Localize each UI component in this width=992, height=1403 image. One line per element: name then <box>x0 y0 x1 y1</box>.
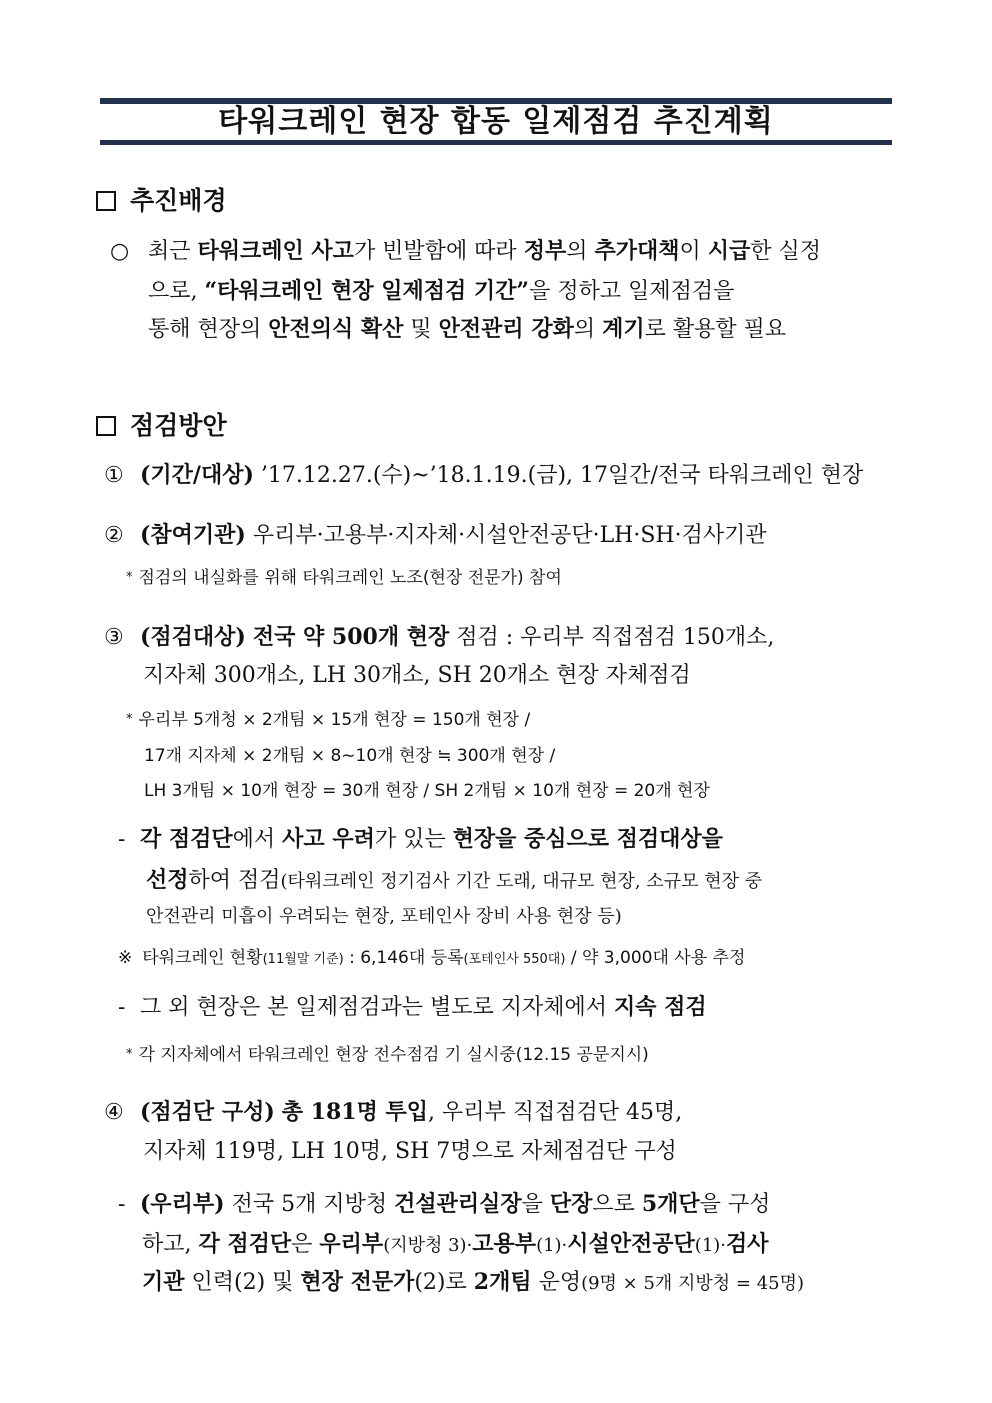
item-3-note-2: 17개 지자체 × 2개팀 × 8∼10개 현장 ≒ 300개 현장 / <box>144 746 556 766</box>
text: 을 구성 <box>699 1192 771 1217</box>
text: 단장 <box>549 1191 593 1217</box>
text: (1)· <box>694 1235 727 1256</box>
text: (기간/대상) <box>140 462 254 488</box>
text: 을 정하고 일제점검을 <box>529 279 735 304</box>
item-3-note-1 <box>126 702 530 738</box>
text: 시급 <box>707 238 751 264</box>
text: 타워크레인 사고 <box>197 238 354 264</box>
text: 으로, <box>148 279 205 304</box>
text: (2)로 <box>414 1270 474 1295</box>
text: 2개팀 <box>473 1269 532 1295</box>
dash-item-1-line-2 <box>146 861 762 901</box>
dash-bullet: - <box>118 995 126 1020</box>
text: 지속 점검 <box>614 994 707 1020</box>
asterisk-icon: * <box>126 570 133 585</box>
text: (점검단 구성) <box>140 1099 275 1125</box>
text: 에서 <box>232 827 283 852</box>
item-3-note-3: LH 3개팀 × 10개 현장 = 30개 현장 / SH 2개팀 × 10개 현장 = 20개 현장 <box>144 781 710 801</box>
text: 계기 <box>602 316 645 342</box>
checkbox-icon <box>96 191 116 211</box>
text: 안전관리 강화 <box>438 316 574 342</box>
text: 현장을 중심으로 점검대상을 <box>452 826 723 852</box>
dash-item-1-line-1 <box>118 820 723 859</box>
text: 각 점검단 <box>140 826 233 852</box>
text: 인력(2) 및 <box>184 1270 301 1295</box>
dash-item-3-line-2 <box>142 1225 769 1265</box>
circle-bullet-icon: ○ <box>110 239 130 264</box>
text: 사고 우려 <box>282 826 375 852</box>
text: : 6,146대 등록 <box>343 948 464 968</box>
section-heading-label: 점검방안 <box>130 411 227 440</box>
text: 이 <box>679 239 708 264</box>
text: (지방청 3)· <box>383 1235 473 1256</box>
background-line-3 <box>148 310 786 349</box>
text: 정부 <box>523 238 567 264</box>
reference-mark-icon: ※ <box>118 948 133 968</box>
circled-number: ① <box>104 463 124 488</box>
background-line-2 <box>148 272 734 311</box>
text: 고용부 <box>472 1231 537 1257</box>
asterisk-icon: * <box>126 712 133 727</box>
section-heading-background <box>96 186 227 216</box>
text: 최근 <box>148 239 198 264</box>
text: 각 지자체에서 타워크레인 현장 전수점검 기 실시중(12.15 공문지시) <box>138 1045 649 1065</box>
text <box>275 1100 282 1125</box>
text: “타워크레인 현장 일제점검 기간” <box>204 278 530 304</box>
text: 검사 <box>726 1231 769 1257</box>
section-heading-plan <box>96 411 227 441</box>
text: (1)· <box>536 1235 568 1256</box>
text: 그 외 현장은 본 일제점검과는 별도로 지자체에서 <box>140 995 614 1020</box>
text: (점검대상) <box>140 624 246 650</box>
text: 추가대책 <box>594 238 680 264</box>
text: 가 빈발함에 따라 <box>353 239 524 264</box>
dash-bullet: - <box>118 827 126 852</box>
text: (9명 × 5개 지방청 = 45명) <box>581 1273 805 1294</box>
text: 우리부 <box>319 1231 384 1257</box>
text: / 약 3,000대 사용 추정 <box>565 948 746 968</box>
checkbox-icon <box>96 416 116 436</box>
item-3 <box>104 618 774 657</box>
text: 로 활용할 필요 <box>644 317 787 342</box>
background-line-1 <box>110 232 900 271</box>
circled-number: ② <box>104 523 124 548</box>
text: (포테인사 550대) <box>463 952 566 967</box>
text: 점검 : 우리부 직접점검 150개소, <box>449 625 775 650</box>
text: 5개단 <box>641 1191 700 1217</box>
text: 의 <box>573 317 603 342</box>
text: (참여기관) <box>140 522 246 548</box>
item-2 <box>104 516 767 555</box>
text: 건설관리실장 <box>394 1191 522 1217</box>
text: 각 점검단 <box>198 1231 292 1257</box>
page-title: 타워크레인 현장 합동 일제점검 추진계획 <box>218 104 774 139</box>
item-4 <box>104 1093 682 1132</box>
text: 가 있는 <box>374 827 453 852</box>
dash-item-3-line-1 <box>118 1185 770 1224</box>
text: (타워크레인 정기검사 기간 도래, 대규모 현장, 소규모 현장 중 <box>280 871 763 892</box>
reference-note <box>118 940 745 978</box>
text: ’17.12.27.(수)~’18.1.19.(금), 17일간/전국 타워크레인 현장 <box>253 463 864 488</box>
text: 통해 현장의 <box>148 317 269 342</box>
text: 타워크레인 현황 <box>142 948 263 968</box>
dash-bullet: - <box>118 1192 126 1217</box>
text: 운영 <box>531 1270 582 1295</box>
dash-item-2 <box>118 988 707 1027</box>
circled-number: ④ <box>104 1100 124 1125</box>
text: 시설안전공단 <box>567 1231 695 1257</box>
dash-item-1-line-3: 안전관리 미흡이 우려되는 현장, 포테인사 장비 사용 현장 등) <box>146 906 622 927</box>
text: 점검의 내실화를 위해 타워크레인 노조(현장 전문가) 참여 <box>138 568 562 588</box>
item-4-line-2: 지자체 119명, LH 10명, SH 7명으로 자체점검단 구성 <box>143 1139 677 1164</box>
text: 우리부·고용부·지자체·시설안전공단·LH·SH·검사기관 <box>245 523 767 548</box>
text: 으로 <box>592 1192 642 1217</box>
text: 의 <box>566 239 595 264</box>
text: 현장 전문가 <box>300 1269 415 1295</box>
text: 을 <box>521 1192 550 1217</box>
asterisk-icon: * <box>126 1047 133 1062</box>
circled-number: ③ <box>104 625 124 650</box>
text: 하여 점검 <box>188 868 281 893</box>
text: 하고, <box>142 1232 199 1257</box>
text: 안전의식 확산 <box>268 316 404 342</box>
dash-item-3-line-3 <box>142 1263 804 1303</box>
text: 전국 약 500개 현장 <box>252 624 450 650</box>
text: , 우리부 직접점검단 45명, <box>428 1100 683 1125</box>
item-2-note <box>126 560 562 596</box>
text <box>246 625 253 650</box>
text: (우리부) <box>140 1191 225 1217</box>
text: 우리부 5개청 × 2개팀 × 15개 현장 = 150개 현장 / <box>138 710 531 730</box>
text: 은 <box>291 1232 320 1257</box>
section-heading-label: 추진배경 <box>130 186 227 215</box>
text: 및 <box>403 317 439 342</box>
title-bottom-rule <box>100 140 892 145</box>
text: (11월말 기준) <box>262 952 344 967</box>
dash-item-2-note <box>126 1037 649 1073</box>
text: 한 실정 <box>750 239 821 264</box>
text: 선정 <box>146 867 189 893</box>
text: 기관 <box>142 1269 185 1295</box>
item-1 <box>104 456 863 495</box>
text: 전국 5개 지방청 <box>224 1192 395 1217</box>
item-3-line-2: 지자체 300개소, LH 30개소, SH 20개소 현장 자체점검 <box>143 663 691 688</box>
text: 총 181명 투입 <box>281 1099 428 1125</box>
